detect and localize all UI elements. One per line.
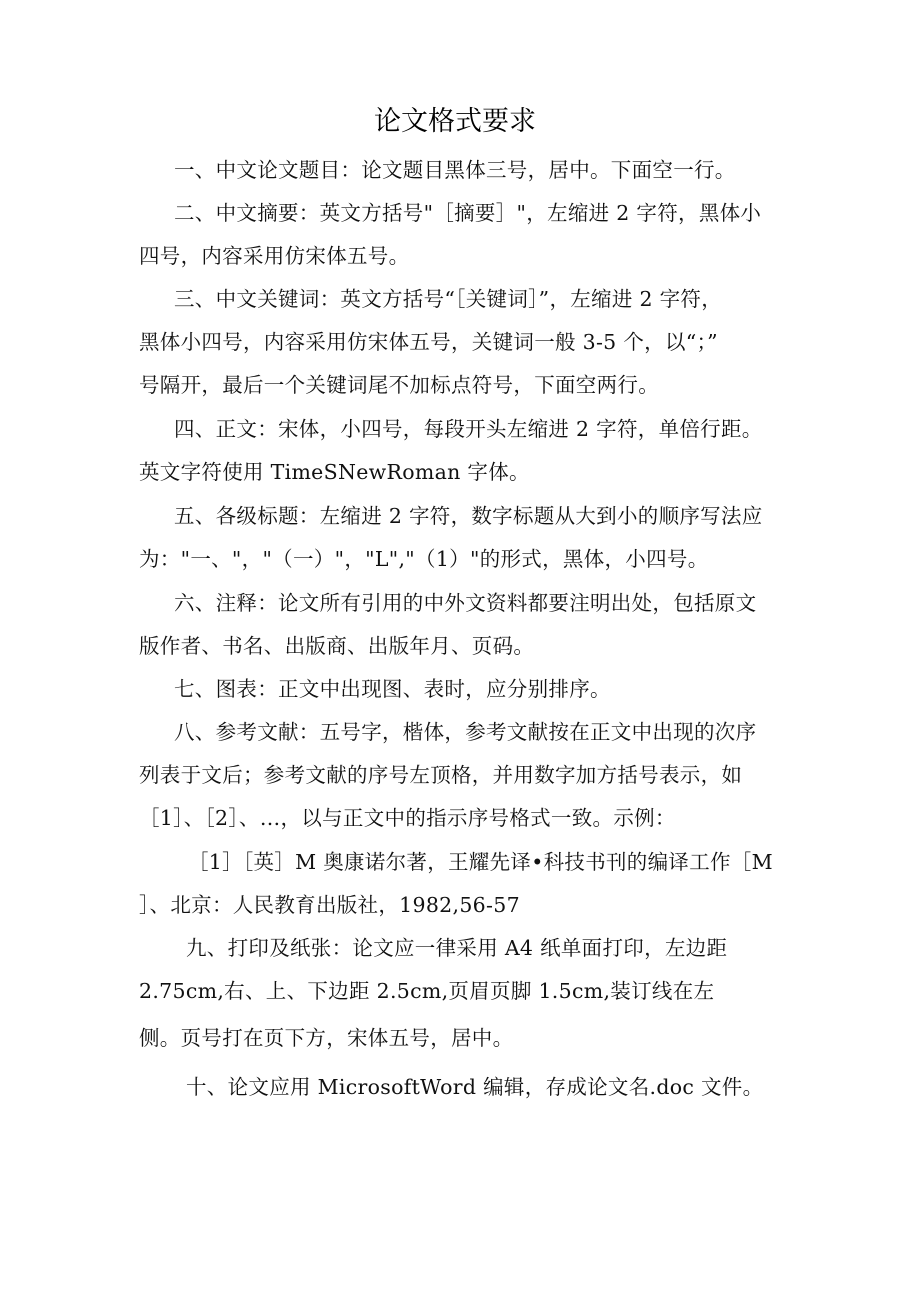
paragraph-9-line-1: 九、打印及纸张：论文应一律采用 A4 纸单面打印，左边距 xyxy=(186,936,728,960)
reference-example-line-2: ］、北京：人民教育出版社，1982,56-57 xyxy=(139,893,520,917)
reference-example-line-1: ［1］［英］M 奥康诺尔著，王耀先译•科技书刊的编译工作［M xyxy=(188,850,773,874)
paragraph-4-line-1: 四、正文：宋体，小四号，每段开头左缩进 2 字符，单倍行距。 xyxy=(174,417,763,441)
paragraph-2-line-1: 二、中文摘要：英文方括号"［摘要］"，左缩进 2 字符，黑体小 xyxy=(174,201,762,225)
paragraph-3-line-3: 号隔开，最后一个关键词尾不加标点符号，下面空两行。 xyxy=(139,373,659,397)
paragraph-4-line-2: 英文字符使用 TimeSNewRoman 字体。 xyxy=(139,460,530,484)
paragraph-8-line-2: 列表于文后；参考文献的序号左顶格，并用数字加方括号表示，如 xyxy=(139,763,743,787)
paragraph-5-line-1: 五、各级标题：左缩进 2 字符，数字标题从大到小的顺序写法应 xyxy=(174,504,763,528)
paragraph-3-line-1: 三、中文关键词：英文方括号“［关键词］”，左缩进 2 字符， xyxy=(174,287,723,311)
paragraph-1-line-1: 一、中文论文题目：论文题目黑体三号，居中。下面空一行。 xyxy=(174,158,736,182)
paragraph-3-line-2: 黑体小四号，内容采用仿宋体五号，关键词一般 3-5 个，以“；” xyxy=(139,330,718,354)
paragraph-10-line-1: 十、论文应用 MicrosoftWord 编辑，存成论文名.doc 文件。 xyxy=(186,1075,764,1099)
paragraph-5-line-2: 为："一、"，"（一）"，"L","（1）"的形式，黑体，小四号。 xyxy=(139,547,709,571)
paragraph-9-line-2: 2.75cm,右、上、下边距 2.5cm,页眉页脚 1.5cm,装订线在左 xyxy=(139,979,715,1003)
document-title: 论文格式要求 xyxy=(374,106,536,137)
paragraph-9-line-3: 侧。页号打在页下方，宋体五号，居中。 xyxy=(139,1026,514,1050)
paragraph-6-line-2: 版作者、书名、出版商、出版年月、页码。 xyxy=(139,634,535,658)
paragraph-2-line-2: 四号，内容采用仿宋体五号。 xyxy=(139,244,410,268)
paragraph-6-line-1: 六、注释：论文所有引用的中外文资料都要注明出处，包括原文 xyxy=(174,591,757,615)
paragraph-8-line-1: 八、参考文献：五号字，楷体，参考文献按在正文中出现的次序 xyxy=(174,720,757,744)
paragraph-8-line-3: ［1］、［2］、…，以与正文中的指示序号格式一致。示例： xyxy=(139,806,676,830)
paragraph-7-line-1: 七、图表：正文中出现图、表时，应分别排序。 xyxy=(174,677,611,701)
